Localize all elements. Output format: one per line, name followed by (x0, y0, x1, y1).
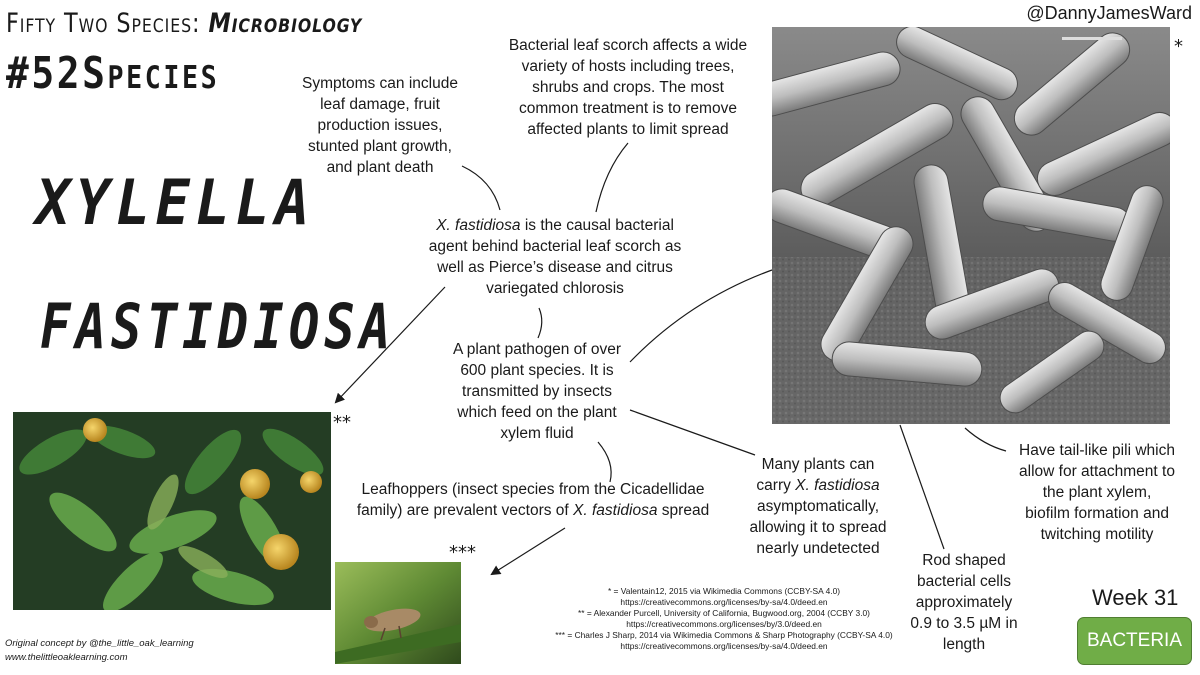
callout-rod-shaped: Rod shaped bacterial cells approximately 0.9 to 3.5 µM in length (910, 552, 1018, 653)
species-epithet: FASTIDIOSA (40, 290, 396, 363)
species-genus: XYLELLA (36, 166, 316, 239)
connector-causal (538, 308, 542, 338)
species-italic: X. fastidiosa (436, 217, 521, 234)
series-title: Fifty Two Species: Microbiology (6, 8, 363, 39)
arrow-to-hopper (492, 528, 565, 574)
connector-pathogen-leafhoppers (598, 442, 611, 482)
series-topic: Microbiology (208, 8, 363, 39)
species-italic: X. fastidiosa (573, 501, 658, 519)
leafhopper-photo (335, 562, 461, 664)
original-concept-credit: Original concept by @the_little_oak_learning www.thelittleoaklearning.com (5, 638, 194, 663)
sem-micrograph-image (772, 27, 1170, 424)
callout-plant-pathogen: A plant pathogen of over 600 plant species. It is transmitted by insects which feed on the plant xylem fluid (452, 341, 622, 442)
callout-leafhoppers: Leafhoppers (insect species from the Cicadellidae family) are prevalent vectors of X. fastidiosa spread (356, 481, 710, 519)
connector-hosts (596, 143, 628, 212)
leaf-credit-marker: ** (333, 412, 351, 433)
category-badge: BACTERIA (1077, 617, 1192, 665)
week-label: Week 31 (1092, 585, 1179, 610)
callout-causal-agent: X. fastidiosa is the causal bacterial agent behind bacterial leaf scorch as well as Pierce’s disease and citrus variegated chlorosis (428, 217, 682, 297)
image-credits: * = Valentain12, 2015 via Wikimedia Commons (CCBY-SA 4.0) https://creativecommons.org/licenses/by-sa/4.0/deed.en ** = Alexander Purcell, University of California, Bugwood.org, 2004 (CCBY 3.0) https://creativecommons.org/licenses/by/3.0/deed.en *** = Charles J Sharp, 2014 via Wikimedia Commons & Sharp Photography (CCBY-SA 4.0) https://creativecommons.org/licenses/by-sa/4.0/deed.en (555, 586, 893, 652)
callout-asymptomatic-carriers: Many plants can carry X. fastidiosa asymptomatically, allowing it to spread nearly undetected (749, 456, 887, 557)
callout-pili: Have tail-like pili which allow for attachment to the plant xylem, biofilm formation and twitching motility (1019, 442, 1175, 543)
callout-symptoms: Symptoms can include leaf damage, fruit production issues, stunted plant growth, and plant death (302, 75, 458, 176)
callout-hosts: Bacterial leaf scorch affects a wide variety of hosts including trees, shrubs and crops. The most common treatment is to remove affected plants to limit spread (508, 37, 748, 138)
connector-pili (965, 428, 1006, 451)
connector-rod (900, 425, 944, 549)
hashtag: #52Species (6, 48, 220, 99)
sem-credit-marker: * (1174, 36, 1183, 57)
hopper-credit-marker: *** (449, 542, 476, 563)
connector-pathogen-carriers (630, 410, 755, 455)
citrus-leaf-photo (13, 412, 331, 610)
species-italic: X. fastidiosa (795, 476, 880, 494)
author-handle: @DannyJamesWard (1026, 3, 1192, 23)
